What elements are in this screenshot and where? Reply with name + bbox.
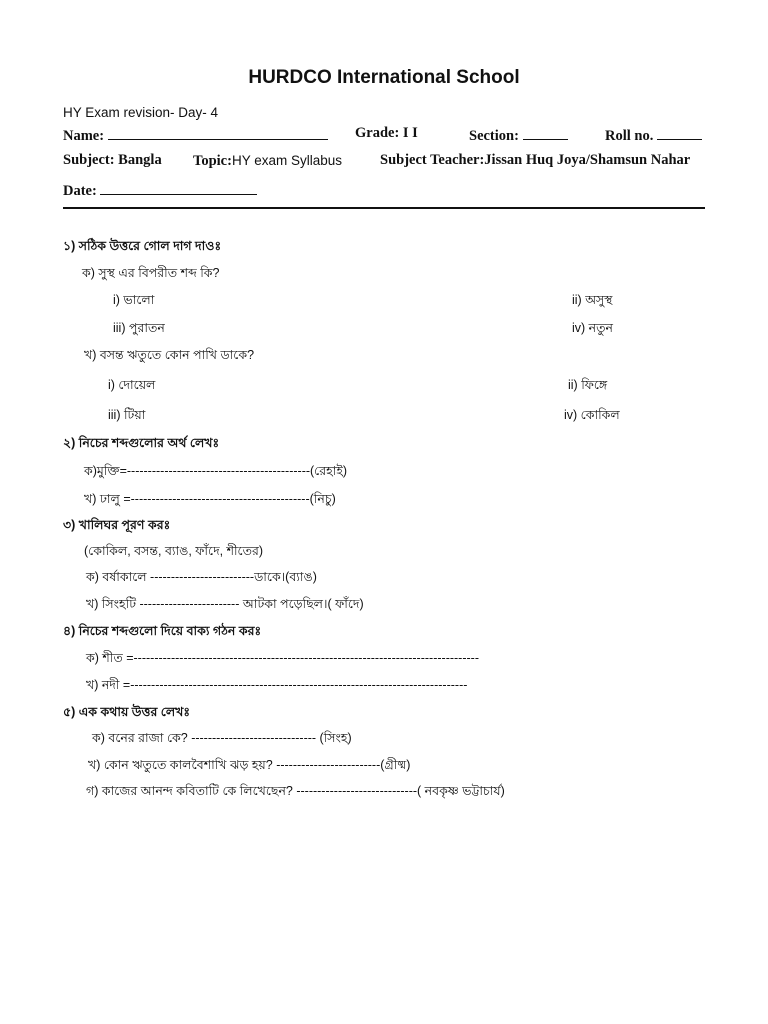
q3b-line: খ) সিংহটি ------------------------ আটকা পড়েছিল।( ফাঁদে) — [86, 597, 364, 611]
roll-blank — [657, 126, 702, 140]
q1a-option-2: ii) অসুস্থ — [572, 293, 613, 307]
q1a-option-3: iii) পুরাতন — [113, 321, 165, 335]
subject-label: Subject: Bangla — [63, 152, 162, 168]
topic-field — [193, 153, 342, 169]
q4-heading: ৪) নিচের শব্দগুলো দিয়ে বাক্য গঠন করঃ — [63, 624, 262, 638]
q1b-option-2: ii) ফিঙ্গে — [568, 378, 608, 392]
q1a-option-1: i) ভালো — [113, 293, 155, 307]
date-blank — [100, 181, 257, 195]
header-divider — [63, 207, 705, 209]
q3-heading: ৩) খালিঘর পূরণ করঃ — [63, 518, 171, 532]
name-field — [63, 126, 328, 144]
name-blank — [108, 126, 328, 140]
section-label: Section: — [469, 128, 519, 144]
roll-field — [605, 126, 702, 144]
q2a-line: ক)মুক্তি=--------------------------------------------(রেহাই) — [84, 464, 347, 478]
name-label: Name: — [63, 128, 105, 144]
teacher-label: Subject Teacher:Jissan Huq Joya/Shamsun Nahar — [380, 152, 691, 168]
q5c-line: গ) কাজের আনন্দ কবিতাটি কে লিখেছেন? -----------------------------( নবকৃষ্ণ ভট্টাচার্য) — [86, 784, 505, 798]
q1a-question: ক) সুস্থ এর বিপরীত শব্দ কি? — [82, 266, 220, 280]
revision-label: HY Exam revision- Day- 4 — [63, 105, 219, 120]
q1-heading: ১) সঠিক উত্তরে গোল দাগ দাওঃ — [63, 239, 222, 253]
q2-heading: ২) নিচের শব্দগুলোর অর্থ লেখঃ — [63, 436, 220, 450]
q1b-option-1: i) দোয়েল — [108, 378, 156, 392]
grade-label: Grade: I I — [355, 125, 418, 141]
school-title: HURDCO International School — [248, 67, 520, 88]
q2b-line: খ) ঢালু =-------------------------------------------(নিচু) — [84, 492, 336, 506]
q1b-option-3: iii) টিয়া — [108, 408, 146, 422]
section-field — [469, 126, 568, 144]
q1a-option-4: iv) নতুন — [572, 321, 613, 335]
section-blank — [523, 126, 568, 140]
topic-value: HY exam Syllabus — [231, 153, 343, 168]
q3a-line: ক) বর্ষাকালে -------------------------ডাকে।(ব্যাঙ) — [86, 570, 317, 584]
q5-heading: ৫) এক কথায় উত্তর লেখঃ — [63, 705, 191, 719]
date-label: Date: — [63, 183, 97, 199]
q4a-line: ক) শীত =----------------------------------------------------------------------------------- — [86, 651, 480, 665]
q1b-option-4: iv) কোকিল — [564, 408, 620, 422]
q1b-question: খ) বসন্ত ঋতুতে কোন পাখি ডাকে? — [84, 348, 255, 362]
roll-label: Roll no. — [605, 128, 654, 144]
date-field — [63, 181, 257, 199]
q5a-line: ক) বনের রাজা কে? ------------------------------ (সিংহ) — [92, 731, 352, 745]
q3-word-bank: (কোকিল, বসন্ত, ব্যাঙ, ফাঁদে, শীতের) — [84, 544, 263, 558]
q4b-line: খ) নদী =--------------------------------------------------------------------------------- — [86, 678, 468, 692]
topic-label: Topic: — [193, 153, 232, 169]
q5b-line: খ) কোন ঋতুতে কালবৈশাখি ঝড় হয়? -------------------------(গ্রীষ্ম) — [88, 758, 411, 772]
